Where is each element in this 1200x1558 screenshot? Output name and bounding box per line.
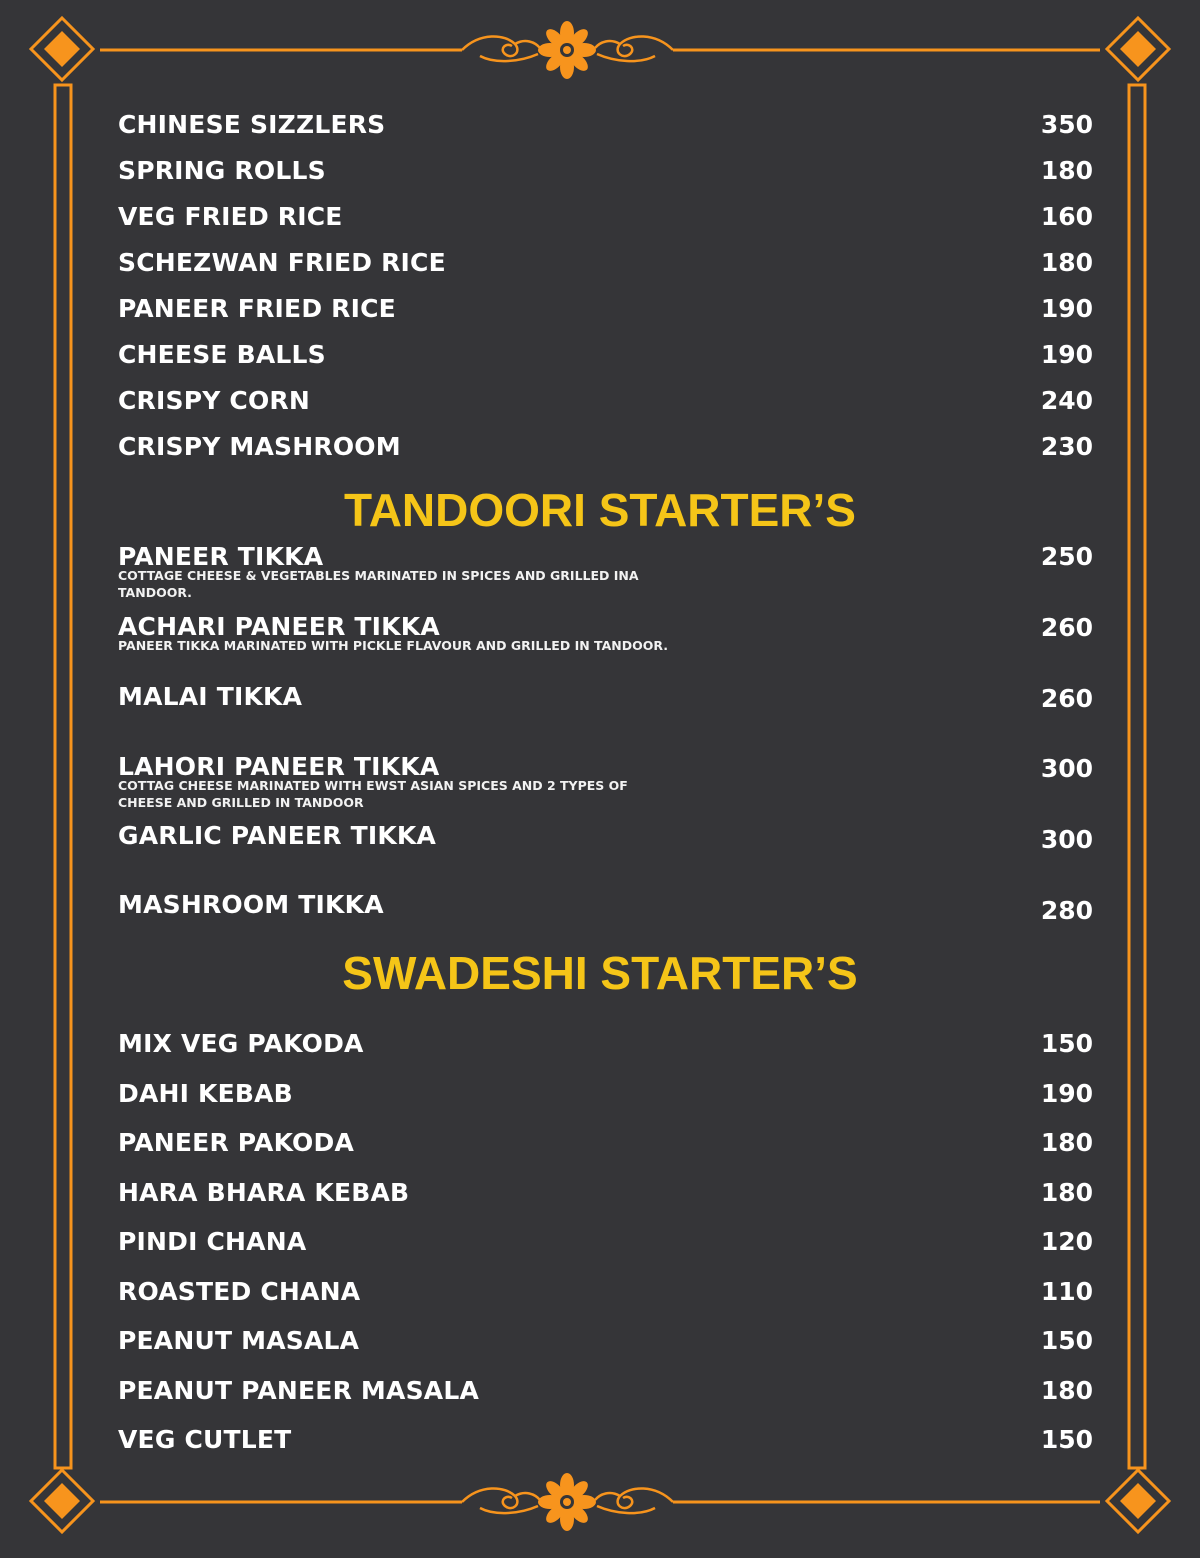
item-price: 180 (1040, 156, 1093, 185)
item-name: ROASTED CHANA (118, 1277, 361, 1306)
item-price: 180 (1040, 1178, 1093, 1207)
item-price: 230 (1040, 432, 1093, 461)
item-price: 150 (1040, 1029, 1093, 1058)
item-name: SPRING ROLLS (118, 156, 326, 185)
item-name: CRISPY MASHROOM (118, 432, 401, 461)
item-price: 280 (1040, 896, 1093, 925)
item-name: HARA BHARA KEBAB (118, 1178, 410, 1207)
item-name: MALAI TIKKA (118, 682, 303, 711)
item-name: PEANUT MASALA (118, 1326, 360, 1355)
section-heading-swadeshi: SWADESHI STARTER’S (342, 947, 858, 999)
diamond-ornament-icon (1107, 1470, 1169, 1532)
item-name: VEG CUTLET (118, 1425, 292, 1454)
item-name: SCHEZWAN FRIED RICE (118, 248, 446, 277)
item-name: PANEER TIKKA (118, 542, 324, 571)
section-heading-tandoori: TANDOORI STARTER’S (344, 484, 856, 536)
item-price: 120 (1040, 1227, 1093, 1256)
item-price: 300 (1040, 825, 1093, 854)
item-name: VEG FRIED RICE (118, 202, 343, 231)
item-price: 150 (1040, 1326, 1093, 1355)
item-name: PEANUT PANEER MASALA (118, 1376, 479, 1405)
item-price: 110 (1040, 1277, 1093, 1306)
item-description: COTTAGE CHEESE & VEGETABLES MARINATED IN SPICES AND GRILLED INA TANDOOR. (118, 568, 639, 600)
item-price: 260 (1040, 613, 1093, 642)
item-price: 190 (1040, 340, 1093, 369)
item-price: 190 (1040, 294, 1093, 323)
item-name: MIX VEG PAKODA (118, 1029, 364, 1058)
item-price: 260 (1040, 684, 1093, 713)
item-price: 250 (1040, 542, 1093, 571)
item-name: CHINESE SIZZLERS (118, 110, 386, 139)
flower-ornament-icon (538, 1473, 596, 1531)
diamond-ornament-icon (31, 18, 93, 80)
item-name: PANEER PAKODA (118, 1128, 354, 1157)
item-price: 180 (1040, 1376, 1093, 1405)
flower-ornament-icon (538, 21, 596, 79)
item-name: ACHARI PANEER TIKKA (118, 612, 440, 641)
item-price: 190 (1040, 1079, 1093, 1108)
item-price: 240 (1040, 386, 1093, 415)
item-name: PANEER FRIED RICE (118, 294, 396, 323)
item-name: GARLIC PANEER TIKKA (118, 821, 437, 850)
item-price: 300 (1040, 754, 1093, 783)
diamond-ornament-icon (31, 1470, 93, 1532)
item-name: PINDI CHANA (118, 1227, 307, 1256)
item-price: 180 (1040, 248, 1093, 277)
item-price: 150 (1040, 1425, 1093, 1454)
item-name: CRISPY CORN (118, 386, 311, 415)
item-price: 180 (1040, 1128, 1093, 1157)
item-price: 350 (1040, 110, 1093, 139)
item-price: 160 (1040, 202, 1093, 231)
diamond-ornament-icon (1107, 18, 1169, 80)
item-description: COTTAG CHEESE MARINATED WITH EWST ASIAN SPICES AND 2 TYPES OF CHEESE AND GRILLED IN TANDOOR (118, 778, 628, 810)
item-description: PANEER TIKKA MARINATED WITH PICKLE FLAVOUR AND GRILLED IN TANDOOR. (118, 638, 668, 653)
item-name: DAHI KEBAB (118, 1079, 293, 1108)
item-name: MASHROOM TIKKA (118, 890, 384, 919)
item-name: CHEESE BALLS (118, 340, 326, 369)
item-name: LAHORI PANEER TIKKA (118, 752, 440, 781)
